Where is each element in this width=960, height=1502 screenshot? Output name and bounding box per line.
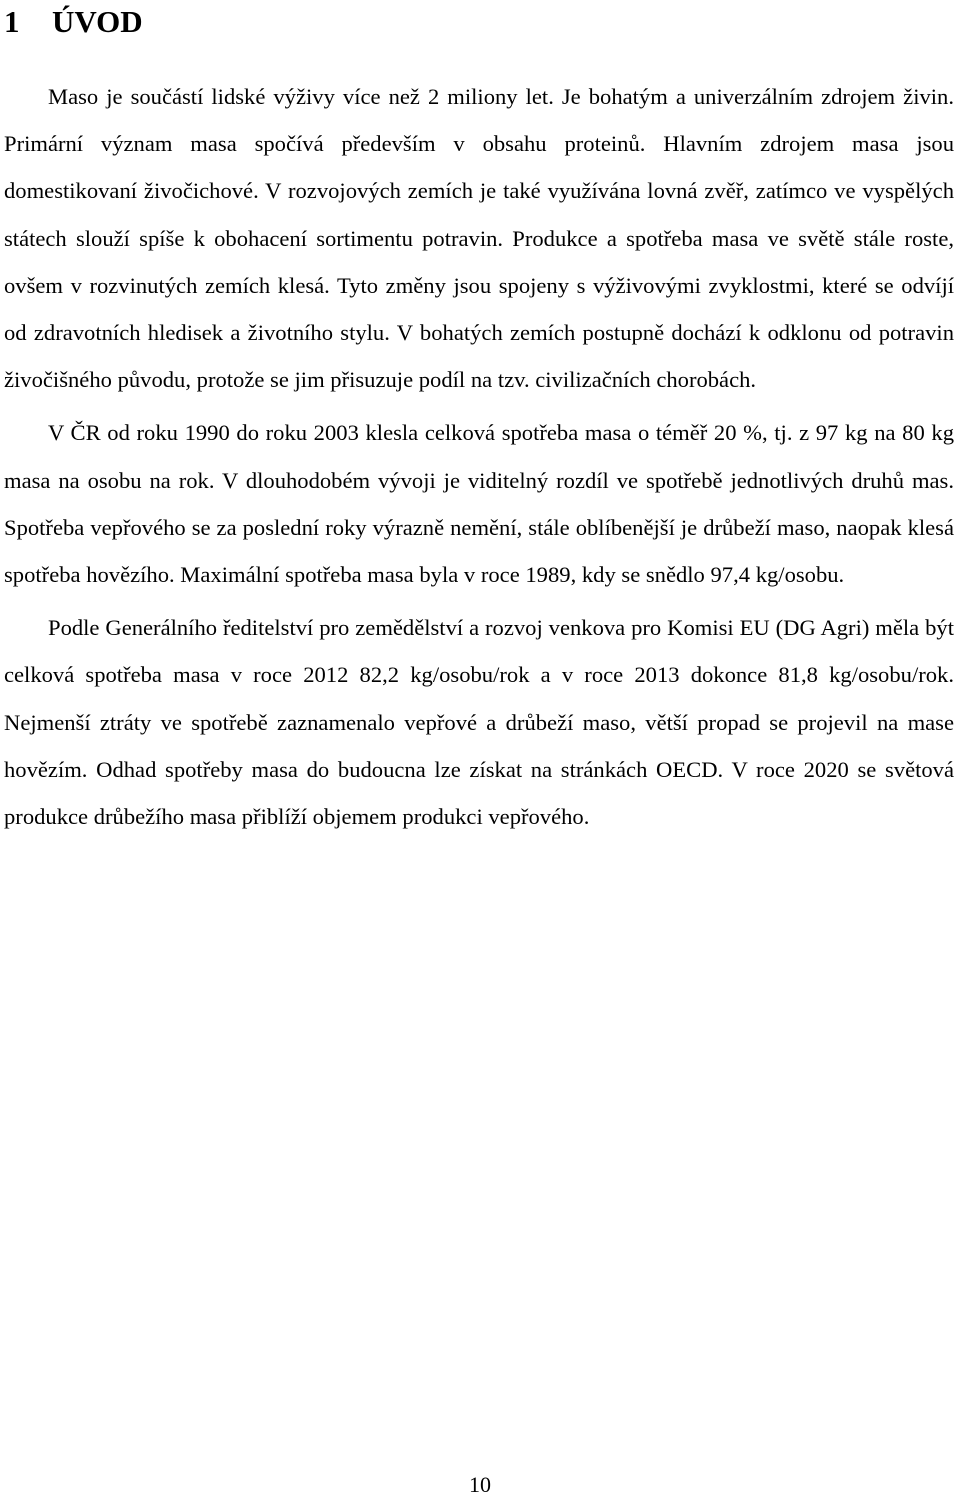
paragraph-eu-consumption: Podle Generálního ředitelství pro zemědělství a rozvoj venkova pro Komisi EU (DG Agri) měla být celková spotřeba masa v roce 2012 82,2 kg/osobu/rok a v roce 2013 dokonce 81,8 kg/osobu/rok. Nejmenší ztráty ve spotřebě zaznamenalo vepřové a drůbeží maso, větší propad se projevil na mase hovězím. Odhad spotřeby masa do budoucna lze získat na stránkách OECD. V roce 2020 se světová produkce drůbežího masa přiblíží objemem produkci vepřového. (4, 615, 954, 830)
body-text (4, 73, 954, 840)
section-number: 1 (4, 4, 20, 39)
paragraph-intro: Maso je součástí lidské výživy více než 2 miliony let. Je bohatým a univerzálním zdrojem živin. Primární význam masa spočívá především v obsahu proteinů. Hlavním zdrojem masa jsou domestikovaní živočichové. V rozvojových zemích je také využívána lovná zvěř, zatímco ve vyspělých státech slouží spíše k obohacení sortimentu potravin. Produkce a spotřeba masa ve světě stále roste, ovšem v rozvinutých zemích klesá. Tyto změny jsou spojeny s výživovými zvyklostmi, které se odvíjí od zdravotních hledisek a životního stylu. V bohatých zemích postupně dochází k odklonu od potravin živočišného původu, protože se jim přisuzuje podíl na tzv. civilizačních chorobách. (4, 84, 954, 393)
section-heading (4, 4, 143, 40)
page-number: 10 (469, 1472, 491, 1497)
paragraph-czech-consumption: V ČR od roku 1990 do roku 2003 klesla celková spotřeba masa o téměř 20 %, tj. z 97 kg na 80 kg masa na osobu na rok. V dlouhodobém vývoji je viditelný rozdíl ve spotřebě jednotlivých druhů mas. Spotřeba vepřového se za poslední roky výrazně nemění, stále oblíbenější je drůbeží maso, naopak klesá spotřeba hovězího. Maximální spotřeba masa byla v roce 1989, kdy se snědlo 97,4 kg/osobu. (4, 420, 954, 588)
section-title: ÚVOD (52, 4, 143, 39)
